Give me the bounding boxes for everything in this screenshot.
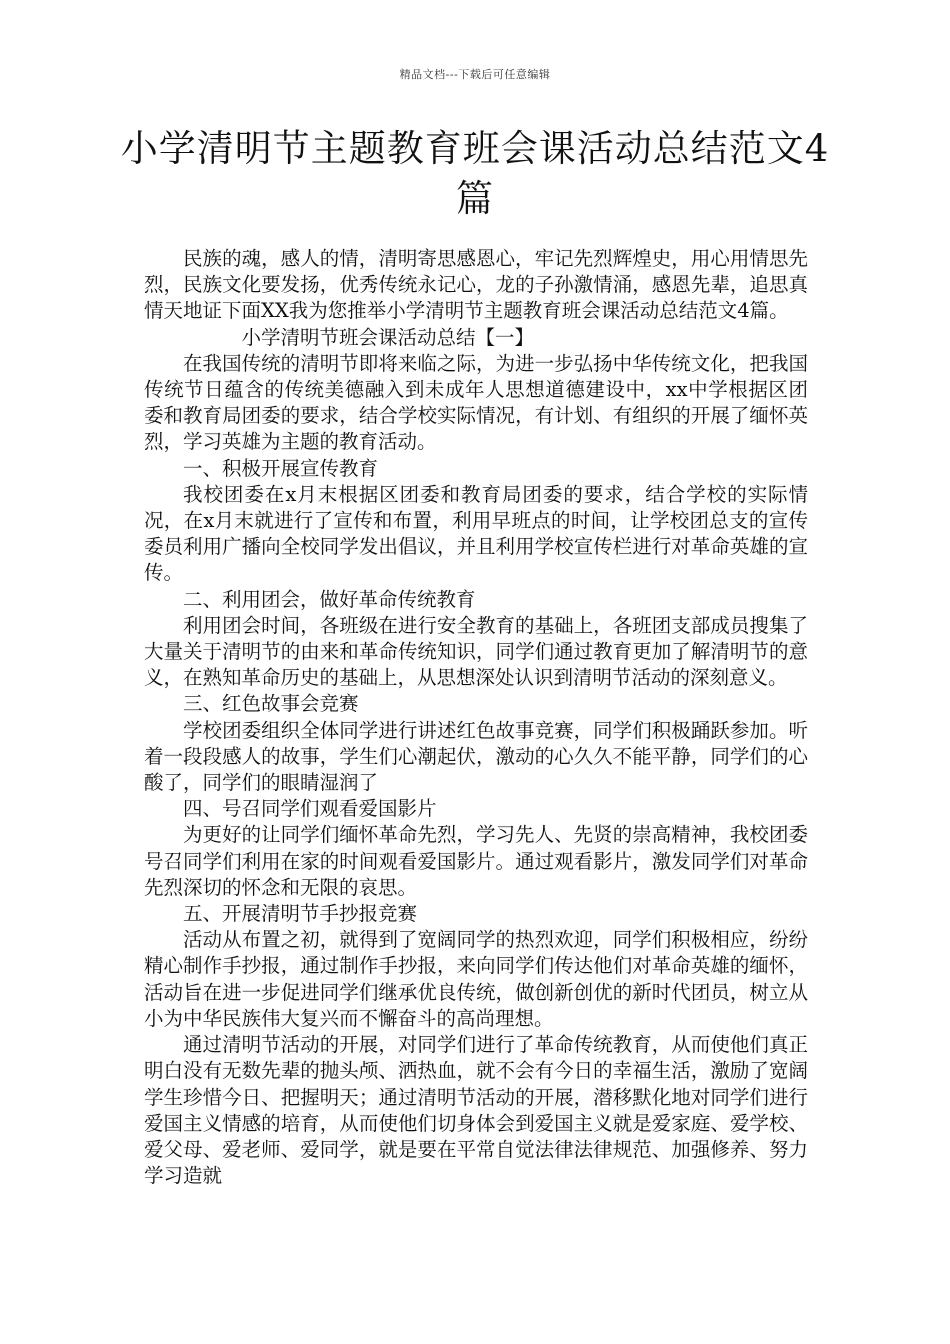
section-heading: 五、开展清明节手抄报竞赛 [183,902,418,926]
section-subtitle: 小学清明节班会课活动总结【一】 [241,325,535,349]
body-paragraph: 活动从布置之初，就得到了宽阔同学的热烈欢迎，同学们积极相应，纷纷精心制作手抄报，通过制作手抄报，来向同学们传达他们对革命英雄的缅怀，活动旨在进一步促进同学们继承优良传统，做创新创优的新时代团员，树立从小为中华民族伟大复兴而不懈奋斗的高尚理想。 [144,928,808,1030]
section-heading: 一、积极开展宣传教育 [183,456,379,480]
body-paragraph: 我校团委在x月末根据区团委和教育局团委的要求，结合学校的实际情况，在x月末就进行了宣传和布置，利用早班点的时间，让学校团总支的宣传委员利用广播向全校同学发出倡议，并且利用学校宣传栏进行对革命英雄的宣传。 [144,482,808,585]
section-heading: 四、号召同学们观看爱国影片 [183,797,437,821]
section-heading: 三、红色故事会竞赛 [183,692,359,716]
document-body [144,246,808,1189]
body-paragraph: 在我国传统的清明节即将来临之际，为进一步弘扬中华传统文化，把我国传统节日蕴含的传统美德融入到未成年人思想道德建设中，xx中学根据区团委和教育局团委的要求，结合学校实际情况，有计划、有组织的开展了缅怀英烈，学习英雄为主题的教育活动。 [144,351,808,454]
body-paragraph: 为更好的让同学们缅怀革命先烈，学习先人、先贤的崇高精神，我校团委号召同学们利用在家的时间观看爱国影片。通过观看影片，激发同学们对革命先烈深切的怀念和无限的哀思。 [144,823,808,899]
intro-paragraph: 民族的魂，感人的情，清明寄思感恩心，牢记先烈辉煌史，用心用情思先烈，民族文化要发扬，优秀传统永记心，龙的子孙激情涌，感恩先辈，追思真情天地证下面XX我为您推举小学清明节主题教育班会课活动总结范文4篇。 [144,247,808,323]
header-note: 精品文档---下载后可任意编辑 [399,68,551,81]
body-paragraph: 通过清明节活动的开展，对同学们进行了革命传统教育，从而使他们真正明白没有无数先辈的抛头颅、洒热血，就不会有今日的幸福生活，激励了宽阔学生珍惜今日、把握明天；通过清明节活动的开展，潜移默化地对同学们进行爱国主义情感的培育，从而使他们切身体会到爱国主义就是爱家庭、爱学校、爱父母、爱老师、爱同学，就是要在平常自觉法律法律规范、加强修养、努力学习造就 [144,1033,808,1188]
body-paragraph: 利用团会时间，各班级在进行安全教育的基础上，各班团支部成员搜集了大量关于清明节的由来和革命传统知识，同学们通过教育更加了解清明节的意义，在熟知革命历史的基础上，从思想深处认识到清明节活动的深刻意义。 [144,613,808,690]
document-title: 小学清明节主题教育班会课活动总结范文4篇 [120,127,830,220]
section-heading: 二、利用团会，做好革命传统教育 [183,587,476,611]
body-paragraph: 学校团委组织全体同学进行讲述红色故事竞赛，同学们积极踊跃参加。听着一段段感人的故事，学生们心潮起伏，激动的心久久不能平静，同学们的心酸了，同学们的眼睛湿润了 [144,718,808,795]
